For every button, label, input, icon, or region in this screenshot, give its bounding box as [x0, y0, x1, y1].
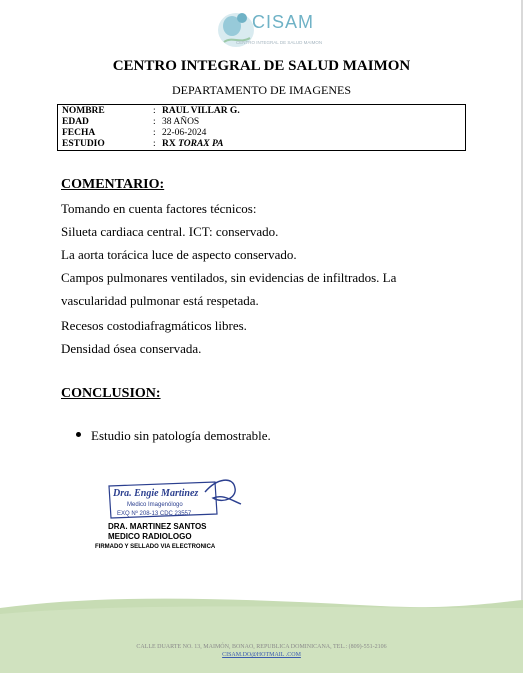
colon: :	[153, 117, 156, 127]
conclusion-heading: CONCLUSION:	[61, 386, 161, 401]
comment-heading: COMENTARIO:	[61, 177, 165, 192]
bullet-icon	[76, 432, 81, 437]
footer-address: CALLE DUARTE NO. 13, MAIMÓN, BONAO, REPUBLICA DOMINICANA, TEL.: (809)-551-2106	[136, 644, 387, 650]
comment-line: Densidad ósea conservada.	[61, 341, 202, 356]
signer-title: MEDICO RADIOLOGO	[108, 532, 192, 541]
date-value: 22-06-2024	[162, 128, 207, 138]
colon: :	[153, 128, 156, 138]
comment-line: Campos pulmonares ventilados, sin evidencias de infiltrados. La	[61, 270, 397, 285]
footer-email-link[interactable]: CISAM.DO@HOTMAIL .COM	[222, 652, 301, 658]
name-value: RAUL VILLAR G.	[162, 106, 240, 116]
stamp-title: Medico Imagenólogo	[127, 502, 183, 508]
comment-line: vascularidad pulmonar está respetada.	[61, 293, 259, 308]
colon: :	[153, 139, 156, 149]
study-italic: TORAX PA	[178, 139, 224, 149]
age-label: EDAD	[62, 117, 89, 127]
study-prefix: RX	[162, 139, 179, 149]
colon: :	[153, 106, 156, 116]
conclusion-item: Estudio sin patología demostrable.	[91, 428, 271, 443]
footer-wave	[0, 596, 523, 673]
department-title: DEPARTAMENTO DE IMAGENES	[172, 83, 351, 97]
patient-info-box	[57, 104, 466, 151]
date-label: FECHA	[62, 128, 96, 138]
comment-line: Silueta cardiaca central. ICT: conservado.	[61, 224, 279, 239]
study-value	[162, 139, 223, 150]
logo-subtitle: CENTRO INTEGRAL DE SALUD MAIMON	[236, 40, 323, 45]
signature-note: FIRMADO Y SELLADO VIA ELECTRONICA	[95, 544, 216, 550]
study-label: ESTUDIO	[62, 139, 105, 149]
age-value: 38 AÑOS	[162, 117, 200, 127]
comment-line: La aorta torácica luce de aspecto conservado.	[61, 247, 297, 262]
comment-line: Tomando en cuenta factores técnicos:	[61, 201, 257, 216]
signer-name: DRA. MARTINEZ SANTOS	[108, 522, 207, 531]
stamp-ids: EXQ Nº 208-13 CDC 23557	[117, 511, 192, 517]
comment-line: Recesos costodiafragmáticos libres.	[61, 318, 247, 333]
name-label: NOMBRE	[62, 106, 105, 116]
footer-email-line	[0, 652, 523, 658]
signature-stamp-icon	[105, 474, 245, 524]
page-title: CENTRO INTEGRAL DE SALUD MAIMON	[112, 58, 411, 74]
logo-text: CISAM	[252, 12, 315, 32]
stamp-name: Dra. Engie Martinez	[113, 488, 199, 499]
